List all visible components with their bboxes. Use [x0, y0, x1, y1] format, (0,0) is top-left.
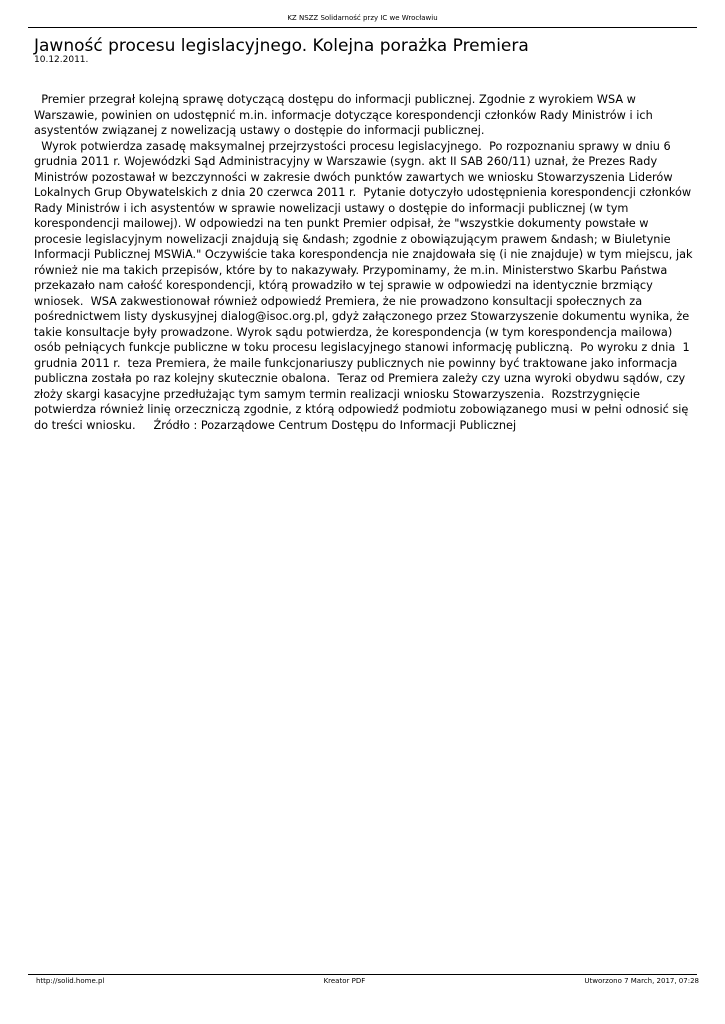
header-divider	[28, 27, 697, 28]
footer-generator: Kreator PDF	[323, 977, 366, 985]
article-date: 10.12.2011.	[34, 55, 89, 65]
article-body	[34, 92, 699, 433]
page-header: KZ NSZZ Solidarność przy IC we Wrocławiu	[287, 14, 438, 22]
article-paragraph: Premier przegrał kolejną sprawę dotyczącą dostępu do informacji publicznej. Zgodnie z wyrokiem WSA w Warszawie, powinien on udostępnić m.in. informacje dotyczące korespondencji członków Rady Ministrów i ich asystentów związanej z nowelizacją ustawy o dostępie do informacji publicznej.	[34, 93, 657, 137]
footer-url[interactable]: http://solid.home.pl	[36, 977, 105, 985]
footer-created: Utworzono 7 March, 2017, 07:28	[584, 977, 699, 985]
article-paragraph: Wyrok potwierdza zasadę maksymalnej przejrzystości procesu legislacyjnego. Po rozpoznaniu sprawy w dniu 6 grudnia 2011 r. Wojewódzki Sąd Administracyjny w Warszawie (sygn. akt II SAB 260/11) uznał, że Prezes Rady Ministrów pozostawał w bezczynności w zakresie dwóch punktów zawartych we wniosku Stowarzyszenia Liderów Lokalnych Grup Obywatelskich z dnia 20 czerwca 2011 r. Pytanie dotyczyło udostępnienia korespondencji członków Rady Ministrów i ich asystentów w sprawie nowelizacji ustawy o dostępie do informacji publicznej (w tym korespondencji mailowej). W odpowiedzi na ten punkt Premier odpisał, że "wszystkie dokumenty powstałe w procesie legislacyjnym nowelizacji znajdują się &ndash; zgodnie z obowiązującym prawem &ndash; w Biuletynie Informacji Publicznej MSWiA." Oczywiście taka korespondencja nie znajdowała się (i nie znajduje) w tym miejscu, jak również nie ma takich przepisów, które by to nakazywały. Przypominamy, że m.in. Ministerstwo Skarbu Państwa przekazało nam całość korespondencji, którą prowadziło w tej sprawie w odpowiedzi na identycznie brzmiący wniosek. WSA zakwestionował również odpowiedź Premiera, że nie prowadzono konsultacji społecznych za pośrednictwem listy dyskusyjnej dialog@isoc.org.pl, gdyż załączonego przez Stowarzyszenie dokumentu wynika, że takie konsultacje były prowadzone. Wyrok sądu potwierdza, że korespondencja (w tym korespondencja mailowa) osób pełniących funkcje publiczne w toku procesu legislacyjnego stanowi informację publiczną. Po wyroku z dnia 1 grudnia 2011 r. teza Premiera, że maile funkcjonariuszy publicznych nie powinny być traktowane jako informacja publiczna została po raz kolejny skutecznie obalona. Teraz od Premiera zależy czy uzna wyroki obydwu sądów, czy złoży skargi kasacyjne przedłużając tym samym termin realizacji wniosku Stowarzyszenia. Rozstrzygnięcie potwierdza również linię orzeczniczą zgodnie, z którą odpowiedź podmiotu zobowiązanego musi w pełni odnosić się do treści wniosku. Źródło : Pozarządowe Centrum Dostępu do Informacji Publicznej	[34, 139, 697, 432]
footer-divider	[28, 974, 697, 975]
article-title: Jawność procesu legislacyjnego. Kolejna porażka Premiera	[34, 36, 529, 56]
page-footer	[36, 977, 699, 985]
